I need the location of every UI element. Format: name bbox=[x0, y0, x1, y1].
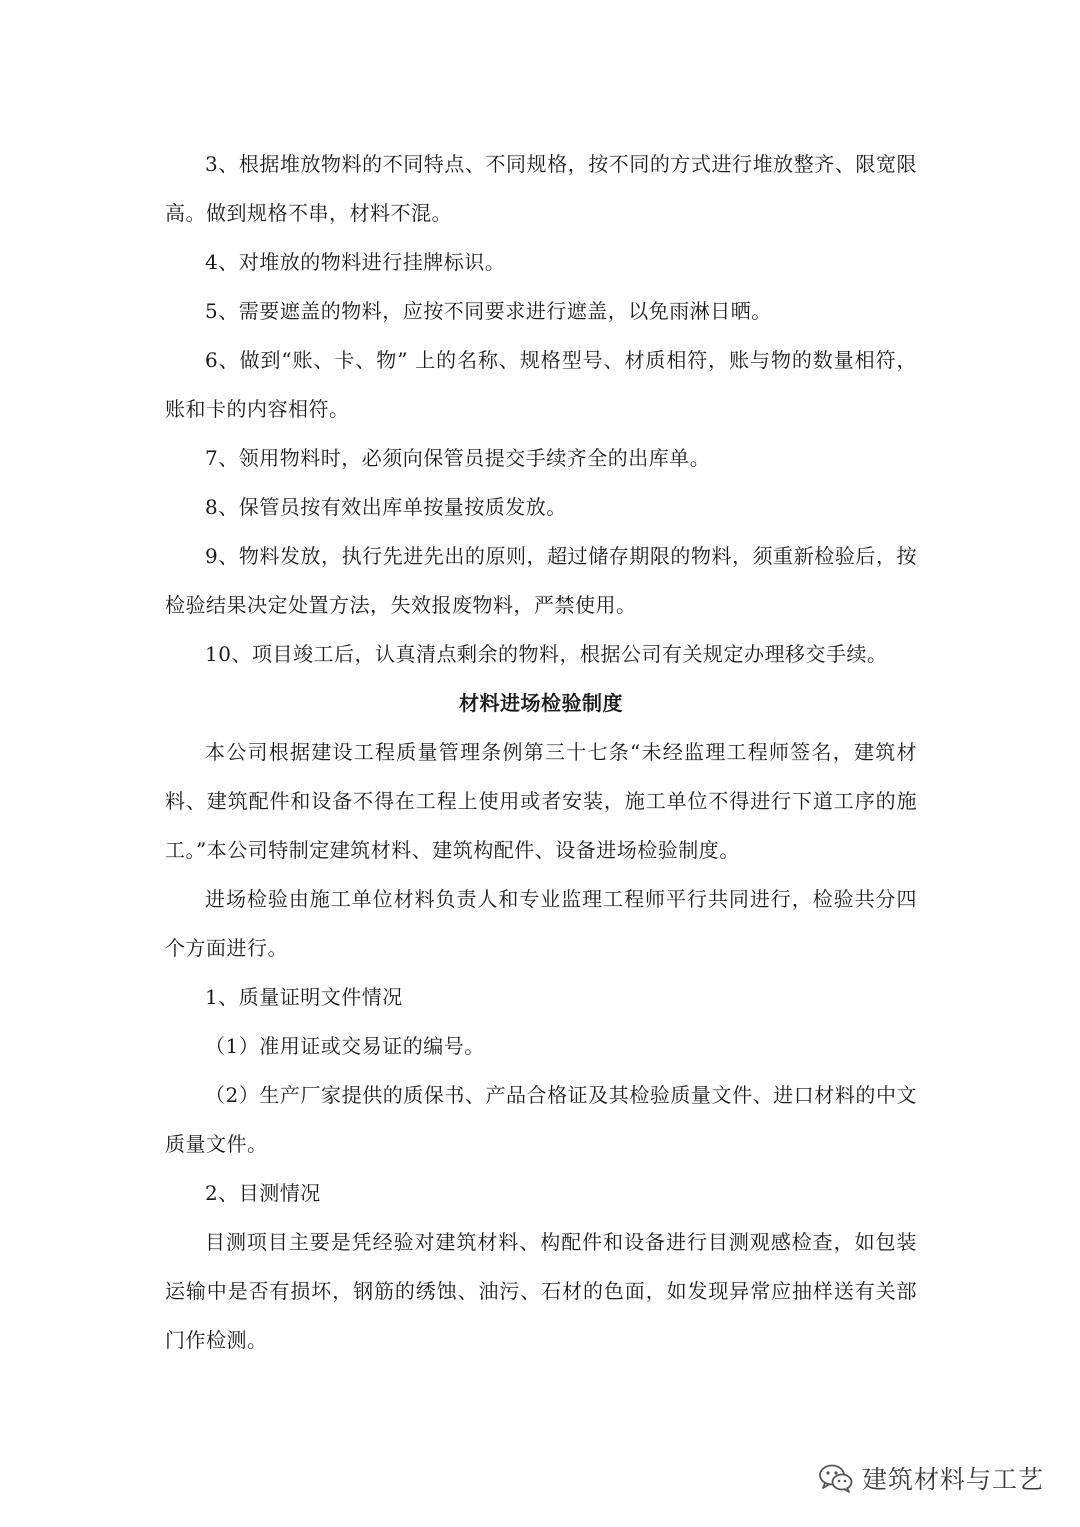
paragraph-item-5: 5、需要遮盖的物料，应按不同要求进行遮盖，以免雨淋日晒。 bbox=[205, 299, 772, 323]
wechat-icon bbox=[818, 1463, 854, 1493]
paragraph-visual-check: 目测项目主要是凭经验对建筑材料、构配件和设备进行目测观感检查，如包装运输中是否有损坏，钢筋的绣蚀、油污、石材的色面，如发现异常应抽样送有关部门作检测。 bbox=[165, 1230, 917, 1352]
subheading-quality-docs: 1、质量证明文件情况 bbox=[205, 985, 403, 1009]
watermark bbox=[818, 1455, 1044, 1501]
paragraph-intro: 本公司根据建设工程质量管理条例第三十七条“未经监理工程师签名，建筑材料、建筑配件和设备不得在工程上使用或者安装，施工单位不得进行下道工序的施工。”本公司特制定建筑材料、建筑构配件、设备进场检验制度。 bbox=[165, 740, 917, 862]
paragraph-item-4: 4、对堆放的物料进行挂牌标识。 bbox=[205, 250, 506, 274]
paragraph-item-8: 8、保管员按有效出库单按量按质发放。 bbox=[205, 495, 567, 519]
document-body bbox=[165, 140, 917, 1365]
paragraph-item-3: 3、根据堆放物料的不同特点、不同规格，按不同的方式进行堆放整齐、限宽限高。做到规格不串，材料不混。 bbox=[165, 152, 917, 225]
section-heading: 材料进场检验制度 bbox=[459, 691, 623, 715]
paragraph-item-10: 10、项目竣工后，认真清点剩余的物料，根据公司有关规定办理移交手续。 bbox=[205, 642, 888, 666]
watermark-text: 建筑材料与工艺 bbox=[862, 1465, 1045, 1494]
paragraph-inspection-scope: 进场检验由施工单位材料负责人和专业监理工程师平行共同进行，检验共分四个方面进行。 bbox=[165, 887, 917, 960]
paragraph-item-9: 9、物料发放，执行先进先出的原则，超过储存期限的物料，须重新检验后，按检验结果决定处置方法，失效报废物料，严禁使用。 bbox=[165, 544, 917, 617]
paragraph-sub-2: （2）生产厂家提供的质保书、产品合格证及其检验质量文件、进口材料的中文质量文件。 bbox=[165, 1083, 917, 1156]
subheading-visual-check: 2、目测情况 bbox=[205, 1181, 321, 1205]
paragraph-item-7: 7、领用物料时，必须向保管员提交手续齐全的出库单。 bbox=[205, 446, 711, 470]
paragraph-item-6: 6、做到“账、卡、物” 上的名称、规格型号、材质相符，账与物的数量相符，账和卡的内容相符。 bbox=[165, 348, 917, 421]
paragraph-sub-1: （1）准用证或交易证的编号。 bbox=[205, 1034, 485, 1058]
